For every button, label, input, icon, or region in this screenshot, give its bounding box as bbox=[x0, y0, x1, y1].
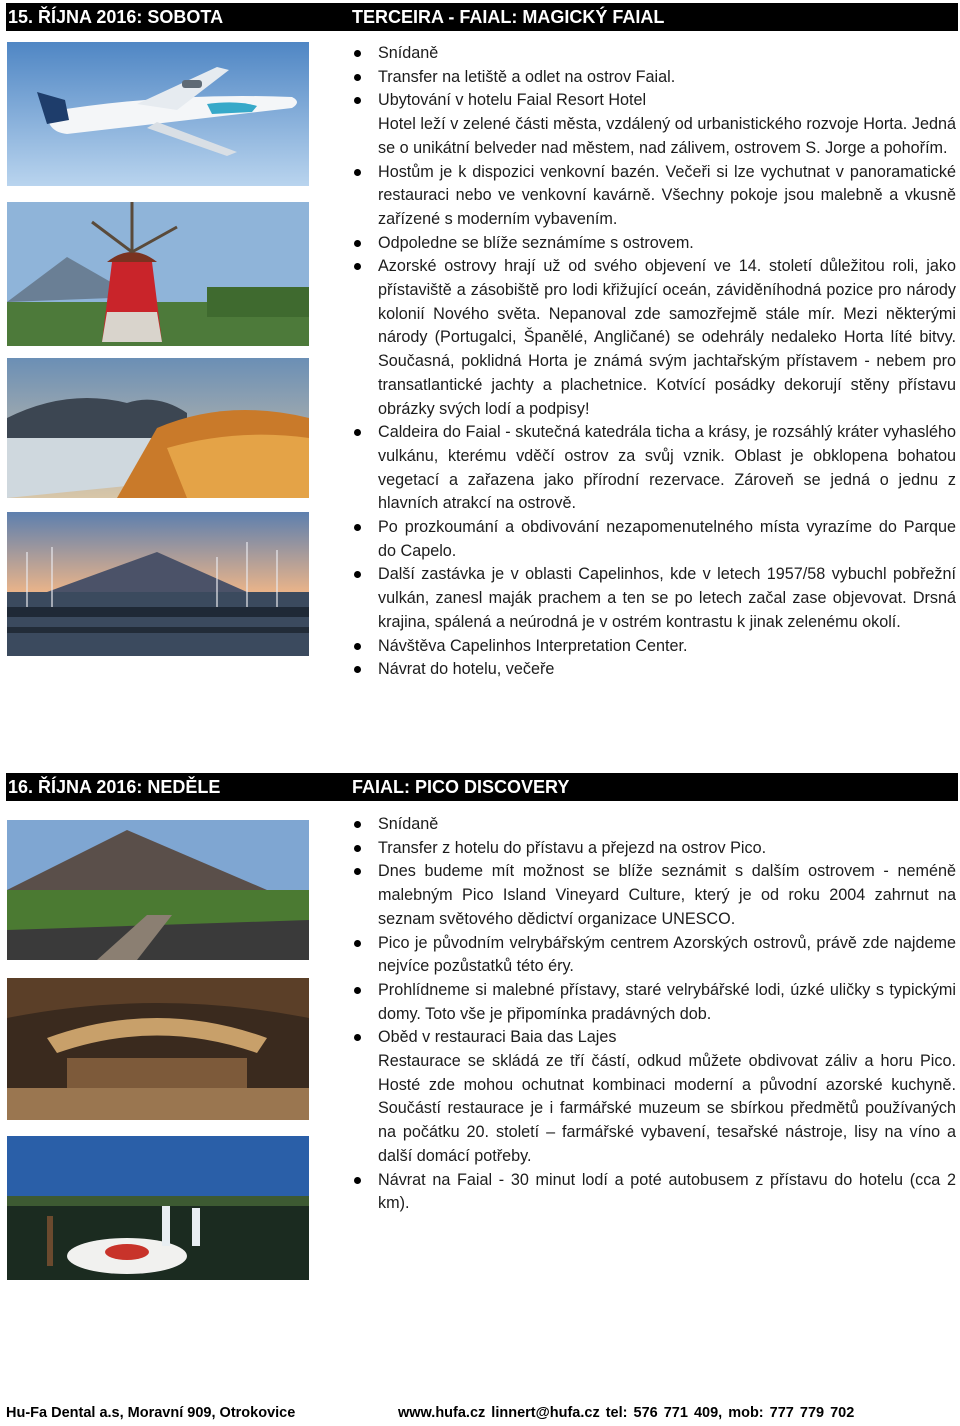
day-title: FAIAL: PICO DISCOVERY bbox=[352, 777, 570, 797]
list-item: Návrat na Faial - 30 minut lodí a poté autobusem z přístavu do hotelu (cca 2 km). bbox=[348, 1169, 956, 1216]
page-footer bbox=[6, 1405, 958, 1425]
airplane-photo bbox=[7, 42, 309, 186]
day2-activity-list bbox=[348, 813, 956, 1216]
list-item: Návštěva Capelinhos Interpretation Center. bbox=[348, 635, 956, 659]
list-item: Další zastávka je v oblasti Capelinhos, kde v letech 1957/58 vybuchl pobřežní vulkán, zanesl maják prachem a ten se po letech začal zase objevovat. Drsná krajina, spálená a neúrodná je v ostrém kontrastu k jinak zelenému okolí. bbox=[348, 563, 956, 634]
list-item bbox=[348, 89, 956, 160]
list-item: Snídaně bbox=[348, 813, 956, 837]
coast-photo bbox=[7, 358, 309, 498]
day-title: TERCEIRA - FAIAL: MAGICKÝ FAIAL bbox=[352, 7, 665, 27]
day-header bbox=[6, 773, 958, 801]
windmill-photo bbox=[7, 202, 309, 346]
list-item: Dnes budeme mít možnost se blíže seznámit s dalším ostrovem - neméně malebným Pico Island Vineyard Culture, který je od roku 2004 zahrnut na seznam světového dědictví organizace UNESCO. bbox=[348, 860, 956, 931]
list-item: Snídaně bbox=[348, 42, 956, 66]
list-item-text: Oběd v restauraci Baia das Lajes Restaurace se skládá ze tří částí, odkud můžete obdivovat záliv a horu Pico. Hosté zde mohou ochutnat kombinaci moderní a původní azorské kuchyně. Součástí restaurace je i farmářské muzeum se sbírkou předmětů používaných na počátku 20. století – farmářské vybavení, tesařské nástroje, lisy na víno a další domácí potřeby. bbox=[378, 1028, 956, 1165]
day-date: 15. ŘÍJNA 2016: SOBOTA bbox=[8, 7, 224, 27]
day-date: 16. ŘÍJNA 2016: NEDĚLE bbox=[8, 777, 221, 797]
restaurant-photo bbox=[7, 1136, 309, 1280]
list-item: Azorské ostrovy hrají už od svého objevení ve 14. století důležitou roli, jako přístaviště a zásobiště pro lodi křižující oceán, záviděníhodná pozice pro národy kolonií Nového světa. Nepanoval zde samozřejmě stále mír. Mezi některými národy (Portugalci, Španělé, Angličané) se odehrály nedaleko Horta líté bitvy. Současná, poklidná Horta je známá svým jachtařským přístavem - nebem pro transatlantické jachty a plachetnice. Kotvící posádky dekorují stěny přístavu obrázky svých lodí a podpisy! bbox=[348, 255, 956, 421]
list-item: Návrat do hotelu, večeře bbox=[348, 658, 956, 682]
harbor-photo bbox=[7, 512, 309, 656]
list-item: Prohlídneme si malebné přístavy, staré velrybářské lodi, úzké uličky s typickými domy. Toto vše je připomínka pradávných dob. bbox=[348, 979, 956, 1026]
footer-company: Hu-Fa Dental a.s, Moravní 909, Otrokovice bbox=[6, 1405, 296, 1421]
footer-contacts: www.hufa.cz linnert@hufa.cz tel: 576 771 409, mob: 777 779 702 bbox=[398, 1405, 855, 1421]
day1-activity-list bbox=[348, 42, 956, 682]
list-item: Po prozkoumání a obdivování nezapomenutelného místa vyrazíme do Parque do Capelo. bbox=[348, 516, 956, 563]
museum-photo bbox=[7, 978, 309, 1120]
pico-mountain-photo bbox=[7, 820, 309, 960]
list-item: Odpoledne se blíže seznámíme s ostrovem. bbox=[348, 232, 956, 256]
day-header bbox=[6, 3, 958, 31]
list-item: Transfer z hotelu do přístavu a přejezd na ostrov Pico. bbox=[348, 837, 956, 861]
list-item: Pico je původním velrybářským centrem Azorských ostrovů, právě zde najdeme nejvíce pozůstatků této éry. bbox=[348, 932, 956, 979]
list-item: Transfer na letiště a odlet na ostrov Faial. bbox=[348, 66, 956, 90]
list-item bbox=[348, 1026, 956, 1168]
list-item-text: Ubytování v hotelu Faial Resort Hotel Hotel leží v zelené části města, vzdálený od urbanistického rozvoje Horta. Jedná se o unikátní belveder nad městem, nad zálivem, ostrovem S. Jorge a pohořím. bbox=[378, 91, 956, 157]
list-item: Caldeira do Faial - skutečná katedrála ticha a krásy, je rozsáhlý kráter vyhaslého vulkánu, kterému vděčí ostrov za svůj vznik. Oblast je obklopena bohatou vegetací a zařazena jako přírodní rezervace. Zároveň se jedná o jednu z hlavních atrakcí na ostrově. bbox=[348, 421, 956, 516]
list-item: Hostům je k dispozici venkovní bazén. Večeři si lze vychutnat v panoramatické restauraci nebo ve venkovní kavárně. Všechny pokoje jsou malebně a vkusně zařízené s moderním vybavením. bbox=[348, 161, 956, 232]
